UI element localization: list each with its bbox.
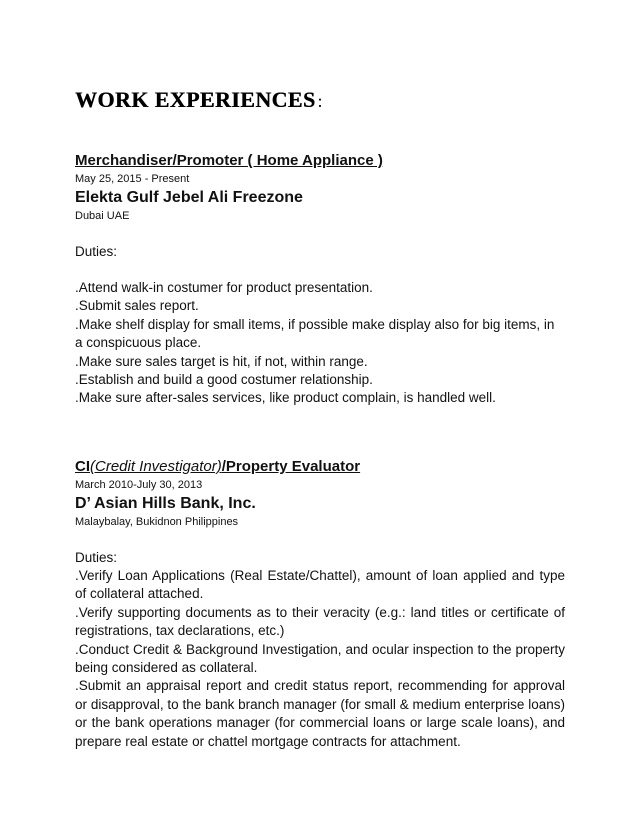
duty-item: .Attend walk-in costumer for product presentation.	[75, 280, 373, 295]
duties-label: Duties:	[75, 244, 118, 259]
duty-item: .Make sure sales target is hit, if not, within range.	[75, 353, 368, 369]
duty-list	[75, 279, 565, 408]
duty-list	[75, 567, 565, 751]
duty-item: .Submit an appraisal report and credit status report, recommending for approval or disapproval, to the bank branch manager (for small & medium enterprise loans) or the bank operations manager (for commercial loans or large scale loans), and prepare real estate or chattel mortgage contracts for attachment.	[75, 678, 565, 749]
job-dates: May 25, 2015 - Present	[75, 173, 190, 185]
duty-item: .Verify Loan Applications (Real Estate/Chattel), amount of loan applied and type of collateral attached.	[75, 568, 565, 602]
section-title-text: WORK EXPERIENCES	[75, 87, 316, 112]
job-title-suffix: /Property Evaluator	[221, 458, 361, 475]
duty-item: .Conduct Credit & Background Investigation, and ocular inspection to the property being considered as collateral.	[75, 641, 565, 676]
duties-label: Duties:	[75, 550, 118, 565]
company-name: D’ Asian Hills Bank, Inc.	[75, 495, 256, 512]
job-title-italic: (Credit Investigator)	[90, 458, 222, 475]
job-entry-merchandiser	[75, 152, 565, 408]
duty-item: .Make sure after-sales services, like product complain, is handled well.	[75, 390, 496, 406]
job-dates: March 2010-July 30, 2013	[75, 479, 203, 491]
job-title-prefix: CI	[75, 458, 90, 475]
job-title: Merchandiser/Promoter ( Home Appliance )	[75, 152, 383, 169]
section-title	[75, 86, 323, 115]
job-entry-credit-investigator	[75, 458, 565, 751]
company-location: Malaybalay, Bukidnon Philippines	[75, 516, 239, 528]
company-location: Dubai UAE	[75, 210, 130, 222]
duty-item: .Make shelf display for small items, if possible make display also for big items, in a conspicuous place.	[75, 316, 555, 351]
company-name: Elekta Gulf Jebel Ali Freezone	[75, 189, 303, 206]
job-title	[75, 458, 565, 476]
duty-item: .Submit sales report.	[75, 298, 199, 314]
duty-item: .Verify supporting documents as to their veracity (e.g.: land titles or certificate of registrations, tax declarations, etc.)	[75, 604, 565, 639]
section-title-colon: :	[317, 91, 323, 111]
duty-item: .Establish and build a good costumer relationship.	[75, 372, 373, 388]
